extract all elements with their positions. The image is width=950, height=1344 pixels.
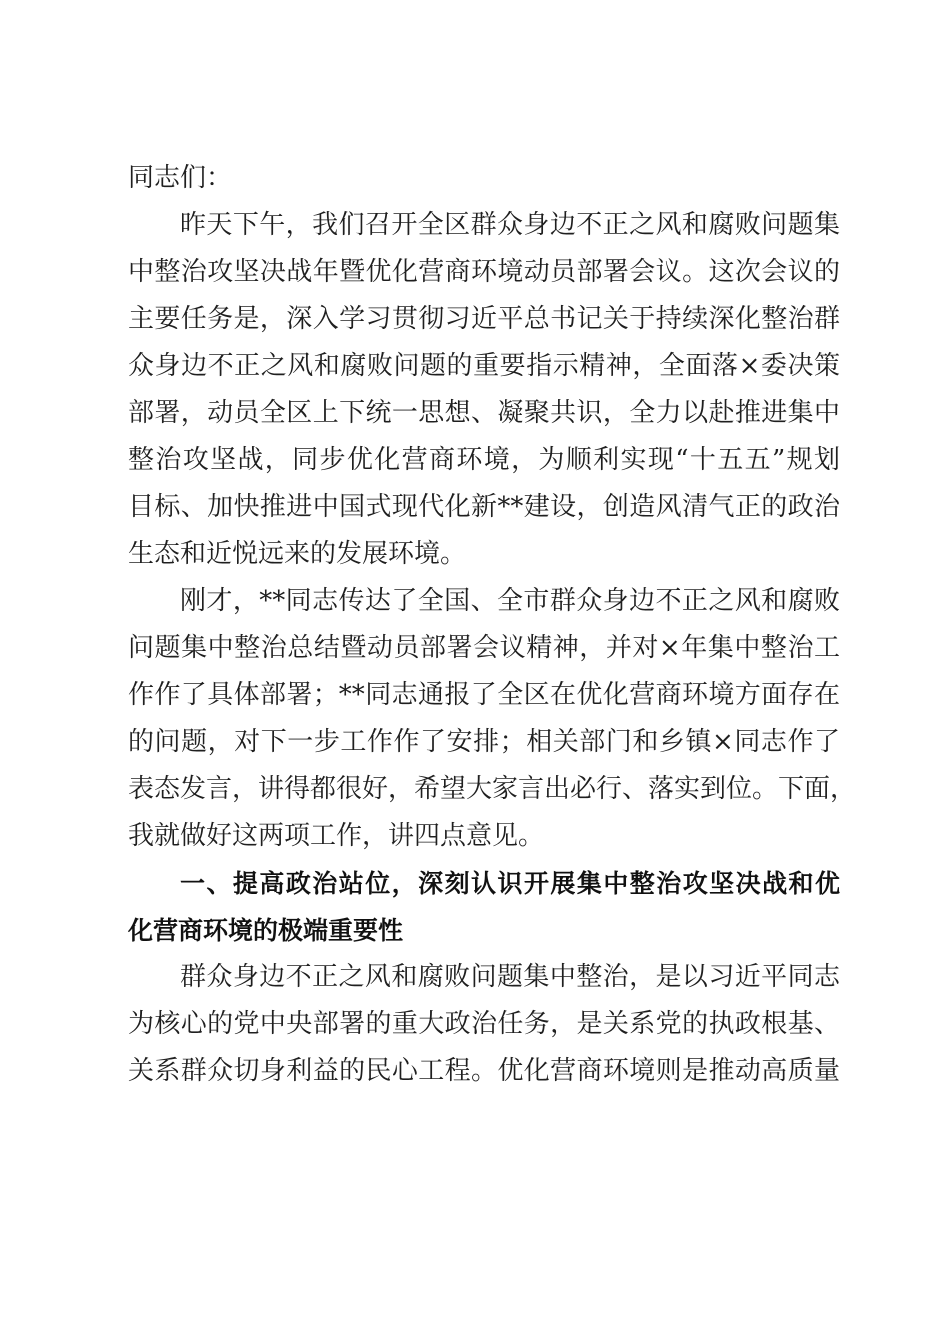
paragraph-line: 作作了具体部署；**同志通报了全区在优化营商环境方面存在 [128,680,840,710]
heading-line: 化营商环境的极端重要性 [128,916,404,945]
paragraph-line: 表态发言，讲得都很好，希望大家言出必行、落实到位。下面， [128,774,857,804]
heading-line: 一、提高政治站位，深刻认识开展集中整治攻坚决战和优 [180,869,840,898]
paragraph-meeting-summary [128,578,857,860]
paragraph-line: 群众身边不正之风和腐败问题集中整治，是以习近平同志 [180,962,840,992]
paragraph-line: 刚才，**同志传达了全国、全市群众身边不正之风和腐败 [180,586,840,616]
paragraph-meeting-intro [128,202,840,578]
section-heading-1 [128,860,840,954]
paragraph-line: 生态和近悦远来的发展环境。 [128,539,467,569]
paragraph-line: 众身边不正之风和腐败问题的重要指示精神，全面落×委决策 [128,351,840,381]
paragraph-line: 整治攻坚战，同步优化营商环境，为顺利实现“十五五”规划 [128,445,840,475]
paragraph-line: 我就做好这两项工作，讲四点意见。 [128,821,545,851]
paragraph-line: 问题集中整治总结暨动员部署会议精神，并对×年集中整治工 [128,633,840,663]
salutation: 同志们： [128,163,233,193]
paragraph-line: 关系群众切身利益的民心工程。优化营商环境则是推动高质量 [128,1056,840,1086]
paragraph-line: 部署，动员全区上下统一思想、凝聚共识，全力以赴推进集中 [128,398,840,428]
paragraph-section-1-body [128,954,840,1095]
paragraph-line: 的问题，对下一步工作作了安排；相关部门和乡镇×同志作了 [128,727,840,757]
paragraph-line: 昨天下午，我们召开全区群众身边不正之风和腐败问题集 [180,210,840,240]
document-body [128,155,857,1095]
paragraph-line: 主要任务是，深入学习贯彻习近平总书记关于持续深化整治群 [128,304,840,334]
paragraph-line: 为核心的党中央部署的重大政治任务，是关系党的执政根基、 [128,1009,840,1039]
paragraph-line: 目标、加快推进中国式现代化新**建设，创造风清气正的政治 [128,492,840,522]
paragraph-line: 中整治攻坚决战年暨优化营商环境动员部署会议。这次会议的 [128,257,840,287]
